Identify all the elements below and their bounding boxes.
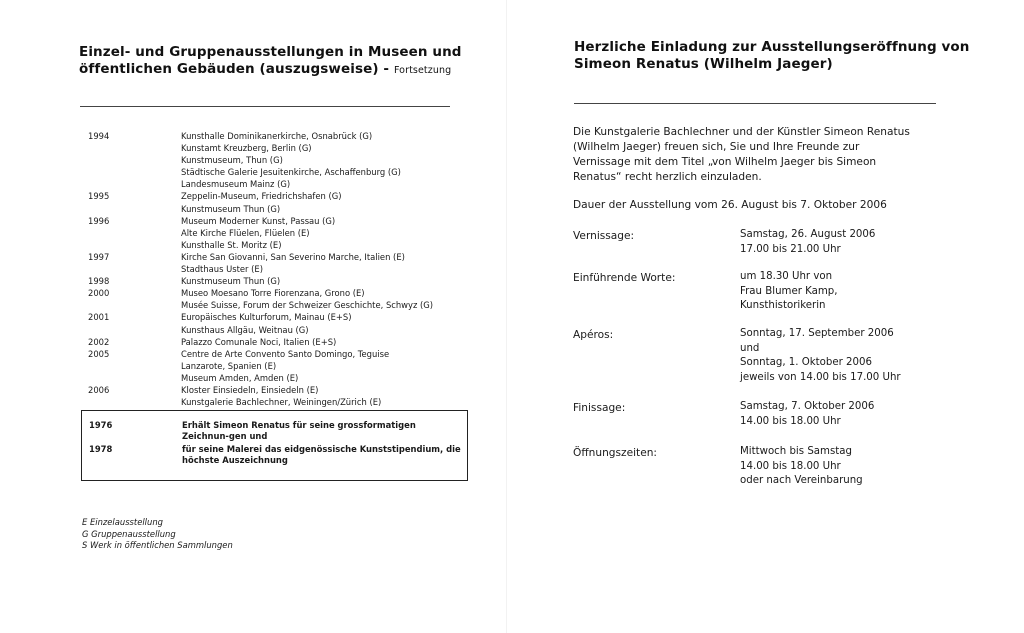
exhibition-row xyxy=(88,287,471,299)
exhibition-venue: Museum Amden, Amden (E) xyxy=(181,372,299,383)
schedule-value-line: 17.00 bis 21.00 Uhr xyxy=(740,243,841,255)
exhibition-row xyxy=(88,178,471,190)
schedule-value-line: oder nach Vereinbarung xyxy=(740,475,863,487)
exhibition-row xyxy=(88,251,471,263)
exhibition-venue: Kunsthalle St. Moritz (E) xyxy=(181,239,282,250)
schedule-value-line: 14.00 bis 18.00 Uhr xyxy=(740,415,841,427)
exhibition-row xyxy=(88,396,471,408)
schedule-value-line: Samstag, 7. Oktober 2006 xyxy=(740,401,875,412)
exhibition-year xyxy=(88,263,181,275)
award-row xyxy=(89,420,464,442)
heading-line: öffentlichen Gebäuden (auszugsweise) - Fortsetzung xyxy=(79,61,452,77)
exhibition-year xyxy=(88,154,181,166)
exhibition-venue: Kunsthalle Dominikanerkirche, Osnabrück (G) xyxy=(181,131,373,141)
intro-line: Vernissage mit dem Titel „von Wilhelm Jaeger bis Simeon xyxy=(573,156,877,168)
exhibition-row xyxy=(88,360,471,372)
exhibition-row xyxy=(88,275,471,287)
exhibition-venue: Stadthaus Uster (E) xyxy=(181,264,263,275)
exhibition-venue: Kirche San Giovanni, San Severino Marche, Italien (E) xyxy=(181,251,405,262)
exhibition-row xyxy=(88,154,471,166)
exhibition-row xyxy=(88,203,471,215)
exhibition-venue: Alte Kirche Flüelen, Flüelen (E) xyxy=(181,227,310,238)
exhibition-year: 1994 xyxy=(88,131,110,141)
exhibition-row xyxy=(88,215,471,227)
exhibition-year xyxy=(88,178,181,190)
heading-rule xyxy=(574,103,936,104)
schedule-value-line: um 18.30 Uhr von xyxy=(740,271,833,282)
exhibition-row xyxy=(88,130,471,142)
exhibition-year xyxy=(88,142,181,154)
schedule-value xyxy=(740,327,901,385)
heading-line: Einzel- und Gruppenausstellungen in Museen und xyxy=(79,44,462,60)
exhibition-year: 2002 xyxy=(88,336,110,347)
award-text: Erhält Simeon Renatus für seine grossformatigen Zeichnun-gen und xyxy=(182,420,416,441)
left-page xyxy=(0,0,500,633)
exhibition-venue: Palazzo Comunale Noci, Italien (E+S) xyxy=(181,336,337,347)
exhibition-row xyxy=(88,372,471,384)
exhibition-year xyxy=(88,166,181,178)
exhibition-year xyxy=(88,239,181,251)
schedule-value-line: Mittwoch bis Samstag xyxy=(740,446,852,457)
exhibition-year: 2006 xyxy=(88,384,110,395)
exhibition-venue: Kunstgalerie Bachlechner, Weiningen/Zürich (E) xyxy=(181,397,382,408)
exhibition-year xyxy=(88,324,181,336)
schedule-label: Finissage: xyxy=(573,402,626,414)
heading-line: Herzliche Einladung zur Ausstellungseröffnung von xyxy=(574,39,970,55)
exhibition-row xyxy=(88,324,471,336)
exhibition-year xyxy=(88,227,181,239)
intro-line: (Wilhelm Jaeger) freuen sich, Sie und Ihre Freunde zur xyxy=(573,141,860,153)
schedule-value-line: Sonntag, 17. September 2006 xyxy=(740,328,894,339)
exhibition-venue: Kunstmuseum Thun (G) xyxy=(181,203,281,214)
exhibition-venue: Städtische Galerie Jesuitenkirche, Aschaffenburg (G) xyxy=(181,167,401,178)
page-fold xyxy=(506,0,507,633)
exhibition-venue: Kunstmuseum, Thun (G) xyxy=(181,155,283,166)
schedule-label: Einführende Worte: xyxy=(573,272,676,284)
exhibition-venue: Kunstamt Kreuzberg, Berlin (G) xyxy=(181,143,312,154)
schedule-value-line: Samstag, 26. August 2006 xyxy=(740,229,876,240)
exhibition-venue: Lanzarote, Spanien (E) xyxy=(181,360,277,371)
exhibition-row xyxy=(88,348,471,360)
schedule-label: Apéros: xyxy=(573,329,614,341)
legend-item: E Einzelausstellung xyxy=(82,517,163,527)
exhibition-venue: Museo Moesano Torre Fiorenzana, Grono (E) xyxy=(181,288,365,299)
exhibition-venue: Kloster Einsiedeln, Einsiedeln (E) xyxy=(181,384,319,395)
exhibitions-heading xyxy=(79,44,462,79)
exhibition-row xyxy=(88,336,471,348)
exhibition-venue: Musée Suisse, Forum der Schweizer Geschichte, Schwyz (G) xyxy=(181,300,434,311)
award-year: 1978 xyxy=(89,444,113,454)
exhibition-year: 2001 xyxy=(88,312,110,323)
legend xyxy=(82,517,233,552)
exhibition-venue: Landesmuseum Mainz (G) xyxy=(181,179,291,190)
invitation-heading xyxy=(574,39,970,73)
exhibition-row xyxy=(88,166,471,178)
exhibition-year xyxy=(88,299,181,311)
exhibition-row xyxy=(88,239,471,251)
exhibition-duration: Dauer der Ausstellung vom 26. August bis 7. Oktober 2006 xyxy=(573,199,887,211)
exhibition-year: 1998 xyxy=(88,276,110,287)
schedule-value xyxy=(740,270,838,314)
heading-rule xyxy=(80,106,450,107)
schedule-value-line: jeweils von 14.00 bis 17.00 Uhr xyxy=(740,371,901,383)
award-box xyxy=(81,410,468,481)
exhibition-venue: Zeppelin-Museum, Friedrichshafen (G) xyxy=(181,191,342,202)
heading-sub: Fortsetzung xyxy=(393,65,452,76)
exhibition-row xyxy=(88,299,471,311)
schedule-value-line: und xyxy=(740,342,760,354)
legend-item: G Gruppenausstellung xyxy=(82,528,176,539)
heading-line: Simeon Renatus (Wilhelm Jaeger) xyxy=(574,56,833,72)
exhibition-row xyxy=(88,142,471,154)
schedule-value-line: Frau Blumer Kamp, xyxy=(740,285,838,297)
exhibition-year xyxy=(88,360,181,372)
exhibition-venue: Kunstmuseum Thun (G) xyxy=(181,276,281,287)
schedule-value xyxy=(740,445,863,489)
exhibition-year: 1996 xyxy=(88,215,110,226)
exhibition-venue: Museum Moderner Kunst, Passau (G) xyxy=(181,215,336,226)
exhibition-row xyxy=(88,311,471,323)
schedule-label: Vernissage: xyxy=(573,230,635,242)
exhibition-year: 2000 xyxy=(88,288,110,299)
schedule-value-line: 14.00 bis 18.00 Uhr xyxy=(740,460,841,472)
invitation-intro xyxy=(573,125,933,185)
schedule-value-line: Kunsthistorikerin xyxy=(740,300,826,312)
exhibition-year: 2005 xyxy=(88,348,110,359)
exhibition-year xyxy=(88,396,181,408)
exhibition-row xyxy=(88,384,471,396)
exhibition-row xyxy=(88,190,471,202)
exhibition-venue: Kunsthaus Allgäu, Weitnau (G) xyxy=(181,324,309,335)
intro-line: Die Kunstgalerie Bachlechner und der Künstler Simeon Renatus xyxy=(573,126,910,138)
exhibition-year: 1995 xyxy=(88,191,110,202)
exhibition-row xyxy=(88,263,471,275)
schedule-value xyxy=(740,400,874,429)
schedule-label: Öffnungszeiten: xyxy=(573,447,657,459)
exhibition-year xyxy=(88,203,181,215)
exhibition-year: 1997 xyxy=(88,251,110,262)
award-row xyxy=(89,444,464,466)
award-year: 1976 xyxy=(89,420,113,430)
exhibition-venue: Centre de Arte Convento Santo Domingo, Teguise xyxy=(181,348,390,359)
intro-line: Renatus“ recht herzlich einzuladen. xyxy=(573,171,762,183)
schedule-value-line: Sonntag, 1. Oktober 2006 xyxy=(740,357,872,369)
award-text: für seine Malerei das eidgenössische Kunststipendium, die höchste Auszeichnung xyxy=(182,444,461,465)
exhibition-venue: Europäisches Kulturforum, Mainau (E+S) xyxy=(181,312,352,323)
schedule-value xyxy=(740,228,875,257)
legend-item: S Werk in öffentlichen Sammlungen xyxy=(82,540,233,550)
exhibition-row xyxy=(88,227,471,239)
exhibition-list xyxy=(88,130,471,408)
exhibition-year xyxy=(88,372,181,384)
